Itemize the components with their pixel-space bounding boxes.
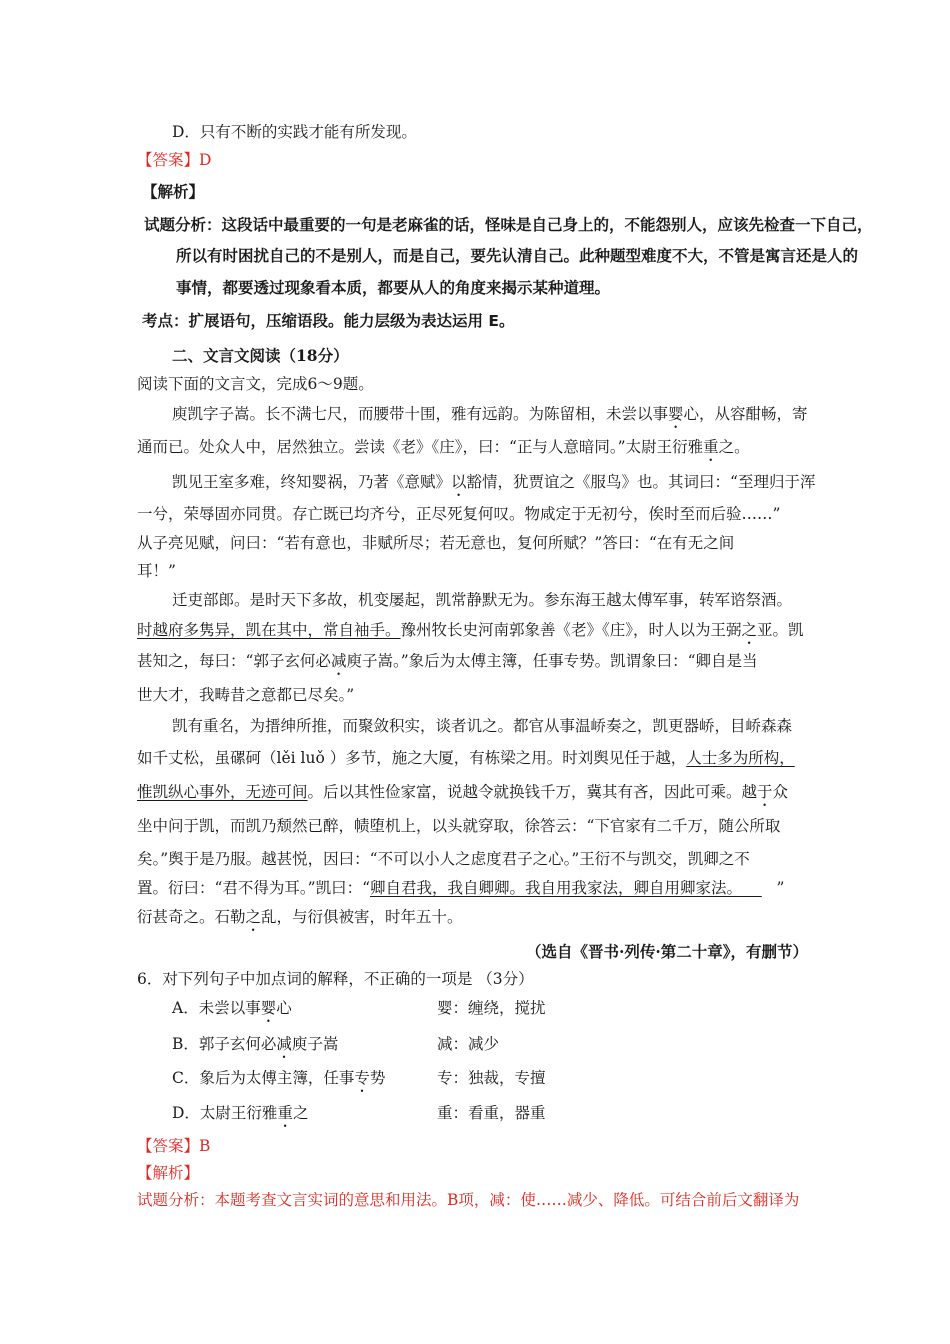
answer-label: 【答案】 [137,1137,200,1155]
dotted-word: 婴 [668,405,684,423]
q6-option-a-def: 婴：缠绕，搅扰 [437,999,546,1017]
p1-line-2: 通而已。处众人中，居然独立。尝读《老》《庄》，曰：“正与人意暗同。”太尉王衍雅重之。 [137,438,750,456]
p4-line-4: 坐中问于凯，而凯乃颓然已醉，帻堕机上，以头就穿取，徐答云：“下官家有二千万，随公所取 [137,817,781,835]
q6-option-a: A．未尝以事婴心 [172,999,292,1017]
prev-kaodian: 考点：扩展语句，压缩语段。能力层级为表达运用 E。 [142,312,515,330]
dotted-word: 于 [757,783,773,801]
q6-option-b: B．郭子玄何必减庾子嵩 [172,1035,339,1053]
dotted-word: 减 [330,652,347,670]
underlined-sentence: 人士多为所构， [686,749,795,767]
p3-line-4: 世大才，我畴昔之意都已尽矣。” [137,686,355,704]
answer-value: B [199,1137,211,1155]
p2-line-1: 凯见王室多难，终知婴祸，乃著《意赋》以豁情，犹贾谊之《服鸟》也。其词曰：“至理归于浑 [172,473,816,491]
answer-label: 【答案】 [137,151,200,169]
dotted-word: 婴 [260,999,277,1017]
q6-option-d: D．太尉王衍雅重之 [172,1104,309,1122]
passage-source: （选自《晋书·列传·第二十章》，有删节） [525,942,808,961]
p4-line-1: 凯有重名，为搢绅所推，而聚敛积实，谈者讥之。都官从事温峤奏之，凯更器峤，目峤森森 [172,717,793,735]
prev-analysis-line-3: 事情，都要透过现象看本质，都要从人的角度来揭示某种道理。 [176,279,611,297]
p2-line-4: 耳！” [137,562,176,580]
dotted-word: 减 [276,1035,292,1053]
section-heading: 二、文言文阅读（18分） [172,346,349,365]
q6-option-d-def: 重：看重，器重 [437,1104,546,1122]
underlined-sentence: 惟凯纵心事外，无迹可间 [137,783,308,801]
prev-analysis-line-1: 试题分析：这段话中最重要的一句是老麻雀的话，怪味是自己身上的，不能怨别人，应该先检查一下自己， [144,216,873,234]
p3-line-2: 时越府多隽异，凯在其中，常自袖手。豫州牧长史河南郭象善《老》《庄》，时人以为王弼之亚。凯 [137,621,804,639]
p3-line-1: 迁吏部郎。是时天下多故，机变屡起，凯常静默无为。参东海王越太傅军事，转军谘祭酒。 [172,591,793,609]
p1-line-1: 庾凯字子嵩。长不满七尺，而腰带十围，雅有远韵。为陈留相，未尝以事婴心，从容酣畅，寄 [172,405,808,423]
p3-line-3: 甚知之，每曰：“郭子玄何必减庾子嵩。”象后为太傅主簿，任事专势。凯谓象曰：“卿自是当 [137,652,758,670]
dotted-word: 重 [703,438,719,456]
prev-option-d: D．只有不断的实践才能有所发现。 [172,123,417,141]
dotted-word: 之 [741,621,758,639]
p2-line-3: 从子亮见赋，问曰：“若有意也，非赋所尽；若无意也，复何所赋？”答曰：“在有无之间 [137,534,735,552]
q6-option-c-def: 专：独裁，专擅 [437,1069,546,1087]
prev-analysis-label: 【解析】 [142,183,205,201]
prev-analysis-line-2: 所以有时困扰自己的不是别人，而是自己，要先认清自己。此种题型难度不大，不管是寓言还是人的 [176,247,859,265]
dotted-word: 重 [277,1104,293,1122]
underlined-sentence: 卿自君我，我自卿卿。我自用我家法，卿自用卿家法。 [370,879,743,897]
p4-line-6: 置。衍曰：“君不得为耳。”凯曰：“卿自君我，我自卿卿。我自用我家法，卿自用卿家法。 ” [137,879,785,897]
q6-answer [137,1136,210,1156]
dotted-word: 专 [354,1069,370,1087]
p4-line-3: 惟凯纵心事外，无迹可间。后以其性俭家富，说越令就换钱千万，冀其有吝，因此可乘。越于众 [137,783,789,801]
p4-line-2: 如千丈松，虽磥砢（lěi luǒ ）多节，施之大厦，有栋梁之用。时刘舆见任于越，人士多为所构， [137,749,795,767]
p2-line-2: 一兮，荣辱固亦同贯。存亡既已均齐兮，正尽死复何叹。物咸定于无初兮，俟时至而后验……” [137,505,781,523]
q6-analysis-label: 【解析】 [137,1164,200,1182]
q6-option-b-def: 减：减少 [437,1035,500,1053]
q6-stem: 6．对下列句子中加点词的解释，不正确的一项是 （3分） [137,970,534,988]
answer-value: D [199,151,212,169]
p4-line-5: 矣。”舆于是乃服。越甚悦，因曰：“不可以小人之虑度君子之心。”王衍不与凯交，凯卿之不 [137,850,750,868]
q6-analysis-line: 试题分析：本题考查文言实词的意思和用法。B项，减：使……减少、降低。可结合前后文翻译为 [137,1191,800,1209]
q6-option-c: C．象后为太傅主簿，任事专势 [172,1069,386,1087]
dotted-word: 以 [451,473,467,491]
p4-line-7: 衍甚奇之。石勒之乱，与衍俱被害，时年五十。 [137,908,463,926]
prev-answer [137,150,211,170]
section-instruction: 阅读下面的文言文，完成6～9题。 [137,375,374,393]
dotted-word: 之 [245,908,262,926]
underlined-sentence: 时越府多隽异，凯在其中，常自袖手。 [137,621,401,639]
